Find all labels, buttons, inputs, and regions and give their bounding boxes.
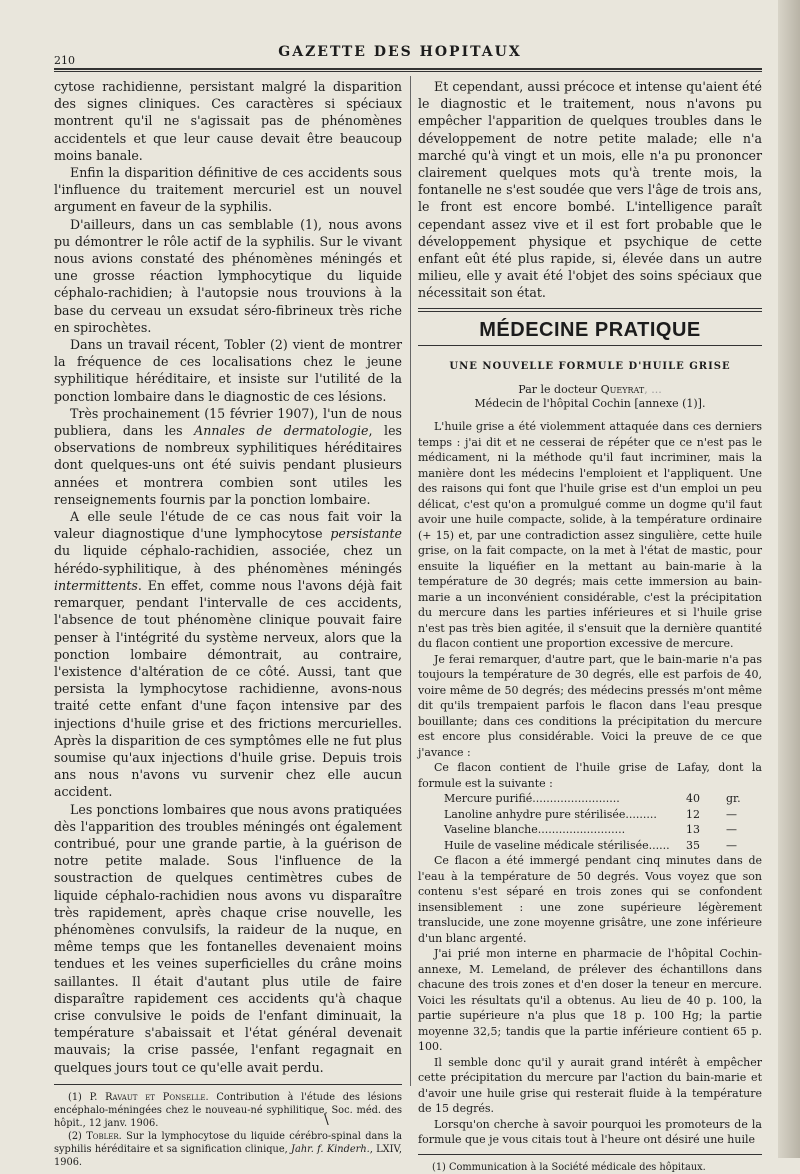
section-heading: MÉDECINE PRATIQUE [479, 318, 701, 341]
bottom-mark: \ [324, 1112, 329, 1128]
right-column [418, 78, 762, 1174]
byline: Par le docteur Queyrat, ... [518, 383, 662, 397]
section-rule [418, 311, 762, 312]
formula-table [418, 791, 762, 853]
header-rule [54, 68, 762, 70]
formula-row: Mercure purifié......................... 40 gr. [444, 792, 741, 806]
formula-row: Lanoline anhydre pure stérilisée......... 12 — [444, 807, 737, 821]
paragraph: Dans un travail récent, Tobler (2) vient de montrer la fréquence de ces localisations chez le jeune syphilitique héréditaire, et insiste sur l'utilité de la ponction lombaire dans le diagnostic de ces lésions. [54, 337, 402, 404]
paragraph: A elle seule l'étude de ce cas nous fait voir la valeur diagnostique d'une lymphocytose persistante du liquide céphalo-rachidien, associée, chez un hérédo-syphilitique, à des phénomènes méningés intermittents. En effet, comme nous l'avons déjà fait remarquer, pendant l'intervalle de ces accidents, l'absence de tout phénomène clinique pouvait faire penser à l'intégrité du système nerveux, alors que la ponction lombaire démontrait, au contraire, l'existence d'altération de ce côté. Aussi, tant que persista la lymphocytose rachidienne, avons-nous traité cette enfant d'une façon intensive par des injections d'huile grise et des frictions mercurielles. Après la disparition de ces symptômes elle ne fut plus soumise qu'aux injections d'huile grise. Depuis trois ans nous n'avons vu survenir chez elle aucun accident. [54, 509, 402, 800]
page-number: 210 [54, 54, 75, 67]
section-underline [418, 345, 762, 346]
footnote-rule [418, 1154, 762, 1155]
paragraph: Il semble donc qu'il y aurait grand intérêt à empêcher cette précipitation du mercure par l'action du bain-marie et d'avoir une huile grise qui resterait fluide à la température de 15 degrés. [418, 1055, 762, 1116]
formula-row: Huile de vaseline médicale stérilisée...... 35 — [444, 838, 737, 852]
article-title: UNE NOUVELLE FORMULE D'HUILE GRISE [449, 360, 731, 372]
paragraph: Et cependant, aussi précoce et intense qu'aient été le diagnostic et le traitement, nous n'avons pu empêcher l'apparition de quelques troubles dans le développement de notre petite malade; elle n'a marché qu'à vingt et un mois, elle n'a pu prononcer clairement quelques mots qu'à trente mois, la fontanelle ne s'est soudée que vers l'âge de trois ans, le front est encore bombé. L'intelligence paraît cependant assez vive et il est fort probable que le développement physique et psychique de cette enfant eût été plus rapide, si, élevée dans un autre milieu, elle y avait été l'objet des soins spéciaux que nécessitait son état. [418, 79, 762, 301]
section-rule [418, 308, 762, 309]
page-edge [778, 0, 800, 1158]
byline-affiliation: Médecin de l'hôpital Cochin [annexe (1)]. [474, 397, 706, 411]
paragraph: cytose rachidienne, persistant malgré la disparition des signes cliniques. Ces caractères si spéciaux montrent qu'il ne s'agissait pas de phénomènes accidentels et que leur cause devait être beaucoup moins banale. [54, 79, 402, 163]
paragraph: L'huile grise a été violemment attaquée dans ces derniers temps : j'ai dit et ne cesserai de répéter que ce n'est pas le médicament, ni la méthode qu'il faut incriminer, mais la manière dont les médecins l'emploient et l'appliquent. Une des raisons qui font que l'huile grise est d'un emploi un peu délicat, c'est qu'on a promulgué comme un dogme qu'il faut avoir une huile compacte, solide, à la température ordinaire (+ 15) et, par une contradiction assez singulière, cette huile grise, on la fait compacte, on la met à l'état de mastic, pour ensuite la liquéfier en la mettant au bain-marie à la température de 30 degrés; mais cette immersion au bain-marie a un inconvénient considérable, c'est la précipitation du mercure dans les parties inférieures et si l'huile grise n'est pas très bien agitée, il s'ensuit que la dernière quantité du flacon contient une proportion excessive de mercure. [418, 420, 762, 651]
paragraph: Ce flacon contient de l'huile grise de Lafay, dont la formule est la suivante : [418, 761, 762, 790]
paragraph: Ce flacon a été immergé pendant cinq minutes dans de l'eau à la température de 50 degrés. Vous voyez que son contenu s'est séparé en trois zones qui se confondent insensiblement : une zone supérieure légèrement translucide, une zone moyenne grisâtre, une zone inférieure d'un blanc argenté. [418, 854, 762, 945]
paragraph: Très prochainement (15 février 1907), l'un de nous publiera, dans les Annales de dermatologie, les observations de nombreux syphilitiques héréditaires dont quelques-uns ont été suivis pendant plusieurs années et montrera combien sont utiles les renseignements fournis par la ponction lombaire. [54, 405, 403, 507]
footnote: (1) Communication à la Société médicale des hôpitaux. [432, 1161, 706, 1173]
header-rule-thin [54, 71, 762, 72]
column-separator [410, 76, 411, 1086]
running-title: GAZETTE DES HOPITAUX [278, 44, 522, 60]
paragraph: D'ailleurs, dans un cas semblable (1), nous avons pu démontrer le rôle actif de la syphilis. Sur le vivant nous avions constaté des phénomènes méningés et une grosse réaction lymphocytique du liquide céphalo-rachidien; à l'autopsie nous trouvions à la base du cerveau un exsudat séro-fibrineux très riche en spirochètes. [54, 216, 402, 335]
footnote-rule [54, 1084, 402, 1085]
paragraph: Les ponctions lombaires que nous avons pratiquées dès l'apparition des troubles méningés ont également contribué, pour une grande partie, à la guérison de notre petite malade. Sous l'influence de la soustraction de quelques centimètres cubes de liquide céphalo-rachidien nous avons vu disparaître très rapidement, après chaque crise nouvelle, les phénomènes convulsifs, la raideur de la nuque, en même temps que les fontanelles devenaient moins tendues et les veines superficielles du crâne moins saillantes. Il était d'autant plus utile de faire disparaître rapidement ces accidents qu'à chaque crise convulsive le poids de l'enfant diminuait, la température s'abaissait et l'état général devenait mauvais; la crise passée, l'enfant regagnait en quelques jours tout ce qu'elle avait perdu. [54, 801, 402, 1075]
footnote: (2) Tobler. Sur la lymphocytose du liquide cérébro-spinal dans la syphilis héréditaire et sa signification clinique, Jahr. f. Kinderh., LXIV, 1906. [54, 1130, 403, 1168]
paragraph: Enfin la disparition définitive de ces accidents sous l'influence du traitement mercuriel est un nouvel argument en faveur de la syphilis. [54, 165, 402, 215]
formula-row: Vaseline blanche......................... 13 — [444, 823, 737, 837]
paragraph: Je ferai remarquer, d'autre part, que le bain-marie n'a pas toujours la température de 30 degrés, elle est parfois de 40, voire même de 50 degrés; des médecins pressés m'ont même dit qu'ils trempaient parfois le flacon dans l'eau presque bouillante; dans ces conditions la précipitation du mercure est encore plus considérable. Voici la preuve de ce que j'avance : [418, 652, 762, 759]
left-column [54, 78, 402, 1169]
paragraph: J'ai prié mon interne en pharmacie de l'hôpital Cochin-annexe, M. Lemeland, de prélever des échantillons dans chacune des trois zones et d'en doser la teneur en mercure. Voici les résultats qu'il a obtenus. Au lieu de 40 p. 100, la partie supérieure n'a plus que 18 p. 100 Hg; la partie moyenne 32,5; tandis que la partie inférieure contient 65 p. 100. [418, 947, 762, 1054]
footnote: (1) P. Ravaut et Ponselle. Contribution à l'étude des lésions encéphalo-méningées chez le nouveau-né syphilitique, Soc. méd. des hôpit., 12 janv. 1906. [54, 1091, 402, 1129]
paragraph: Lorsqu'on cherche à savoir pourquoi les promoteurs de la formule que je vous citais tout à l'heure ont désiré une huile [418, 1117, 762, 1147]
